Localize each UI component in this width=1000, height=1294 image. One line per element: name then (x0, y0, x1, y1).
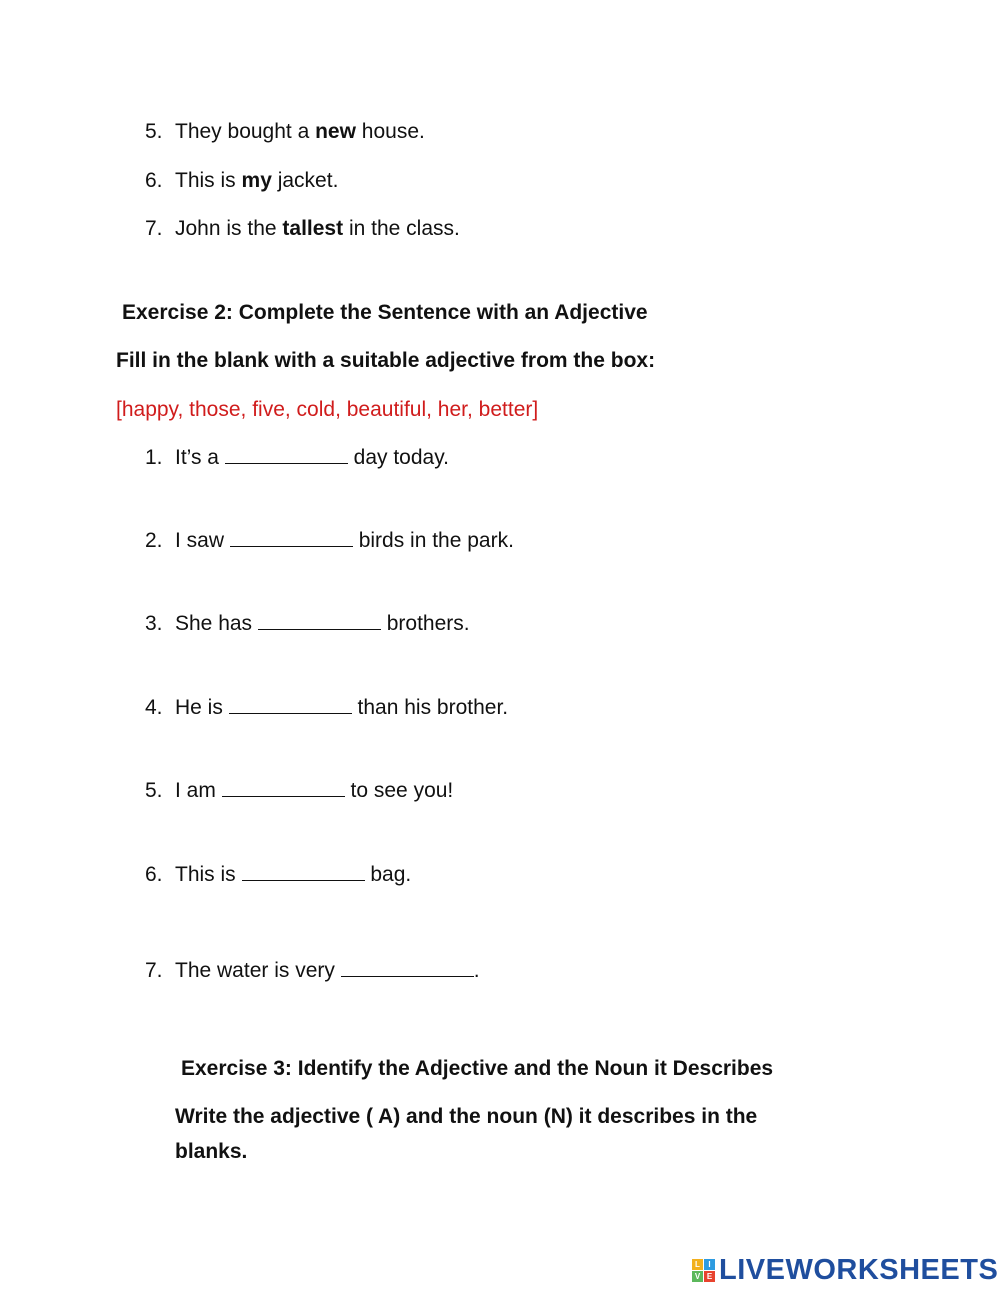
ex2-item-6 (145, 862, 411, 888)
item-number: 3. (145, 612, 163, 635)
item-text: brothers. (380, 612, 470, 635)
answer-blank[interactable] (222, 778, 345, 797)
item-text: This is (175, 169, 242, 192)
item-text: I am (175, 779, 222, 802)
item-number: 7. (145, 217, 163, 240)
answer-blank[interactable] (341, 958, 474, 977)
ex1-item-7 (145, 216, 460, 242)
item-text: . (473, 959, 480, 982)
item-number: 1. (145, 446, 163, 469)
item-number: 6. (145, 863, 163, 886)
item-text: I saw (175, 529, 230, 552)
exercise3-instruction-line2: blanks. (175, 1140, 248, 1163)
item-text: than his brother. (351, 696, 509, 719)
answer-blank[interactable] (242, 862, 365, 881)
logo-tile: V (692, 1271, 703, 1282)
item-text: She has (175, 612, 258, 635)
ex1-item-6 (145, 168, 338, 194)
item-text: jacket. (271, 169, 339, 192)
item-bold-word: tallest (282, 217, 344, 240)
item-number: 5. (145, 120, 163, 143)
item-text: It’s a (175, 446, 225, 469)
item-text: to see you! (344, 779, 454, 802)
logo-tile: I (704, 1259, 715, 1270)
answer-blank[interactable] (229, 695, 352, 714)
logo-text: LIVEWORKSHEETS (719, 1253, 999, 1286)
exercise2-title: Exercise 2: Complete the Sentence with an Adjective (122, 301, 648, 324)
item-text: birds in the park. (352, 529, 514, 552)
item-text: house. (355, 120, 425, 143)
ex2-item-3 (145, 611, 470, 637)
logo-tile: L (692, 1259, 703, 1270)
item-number: 7. (145, 959, 163, 982)
ex2-item-5 (145, 778, 453, 804)
item-text: This is (175, 863, 242, 886)
exercise3-title: Exercise 3: Identify the Adjective and the Noun it Describes (181, 1057, 774, 1080)
ex2-item-2 (145, 528, 514, 554)
logo-tiles-icon (692, 1259, 715, 1282)
item-number: 2. (145, 529, 163, 552)
liveworksheets-logo (692, 1252, 998, 1288)
item-number: 6. (145, 169, 163, 192)
item-text: They bought a (175, 120, 316, 143)
answer-blank[interactable] (258, 611, 381, 630)
ex1-item-5 (145, 119, 425, 145)
ex2-item-7 (145, 958, 480, 984)
ex2-item-1 (145, 445, 449, 471)
item-number: 4. (145, 696, 163, 719)
item-text: in the class. (343, 217, 460, 240)
item-bold-word: new (315, 120, 356, 143)
answer-blank[interactable] (230, 528, 353, 547)
exercise2-instruction: Fill in the blank with a suitable adjective from the box: (116, 349, 656, 372)
item-text: The water is very (175, 959, 341, 982)
item-text: He is (175, 696, 229, 719)
ex2-item-4 (145, 695, 508, 721)
item-number: 5. (145, 779, 163, 802)
exercise3-instruction-line1: Write the adjective ( A) and the noun (N) it describes in the (175, 1105, 758, 1128)
item-text: day today. (347, 446, 449, 469)
word-box: [happy, those, five, cold, beautiful, her, better] (116, 398, 539, 421)
item-text: bag. (364, 863, 412, 886)
item-bold-word: my (241, 169, 272, 192)
logo-tile: E (704, 1271, 715, 1282)
item-text: John is the (175, 217, 283, 240)
answer-blank[interactable] (225, 445, 348, 464)
